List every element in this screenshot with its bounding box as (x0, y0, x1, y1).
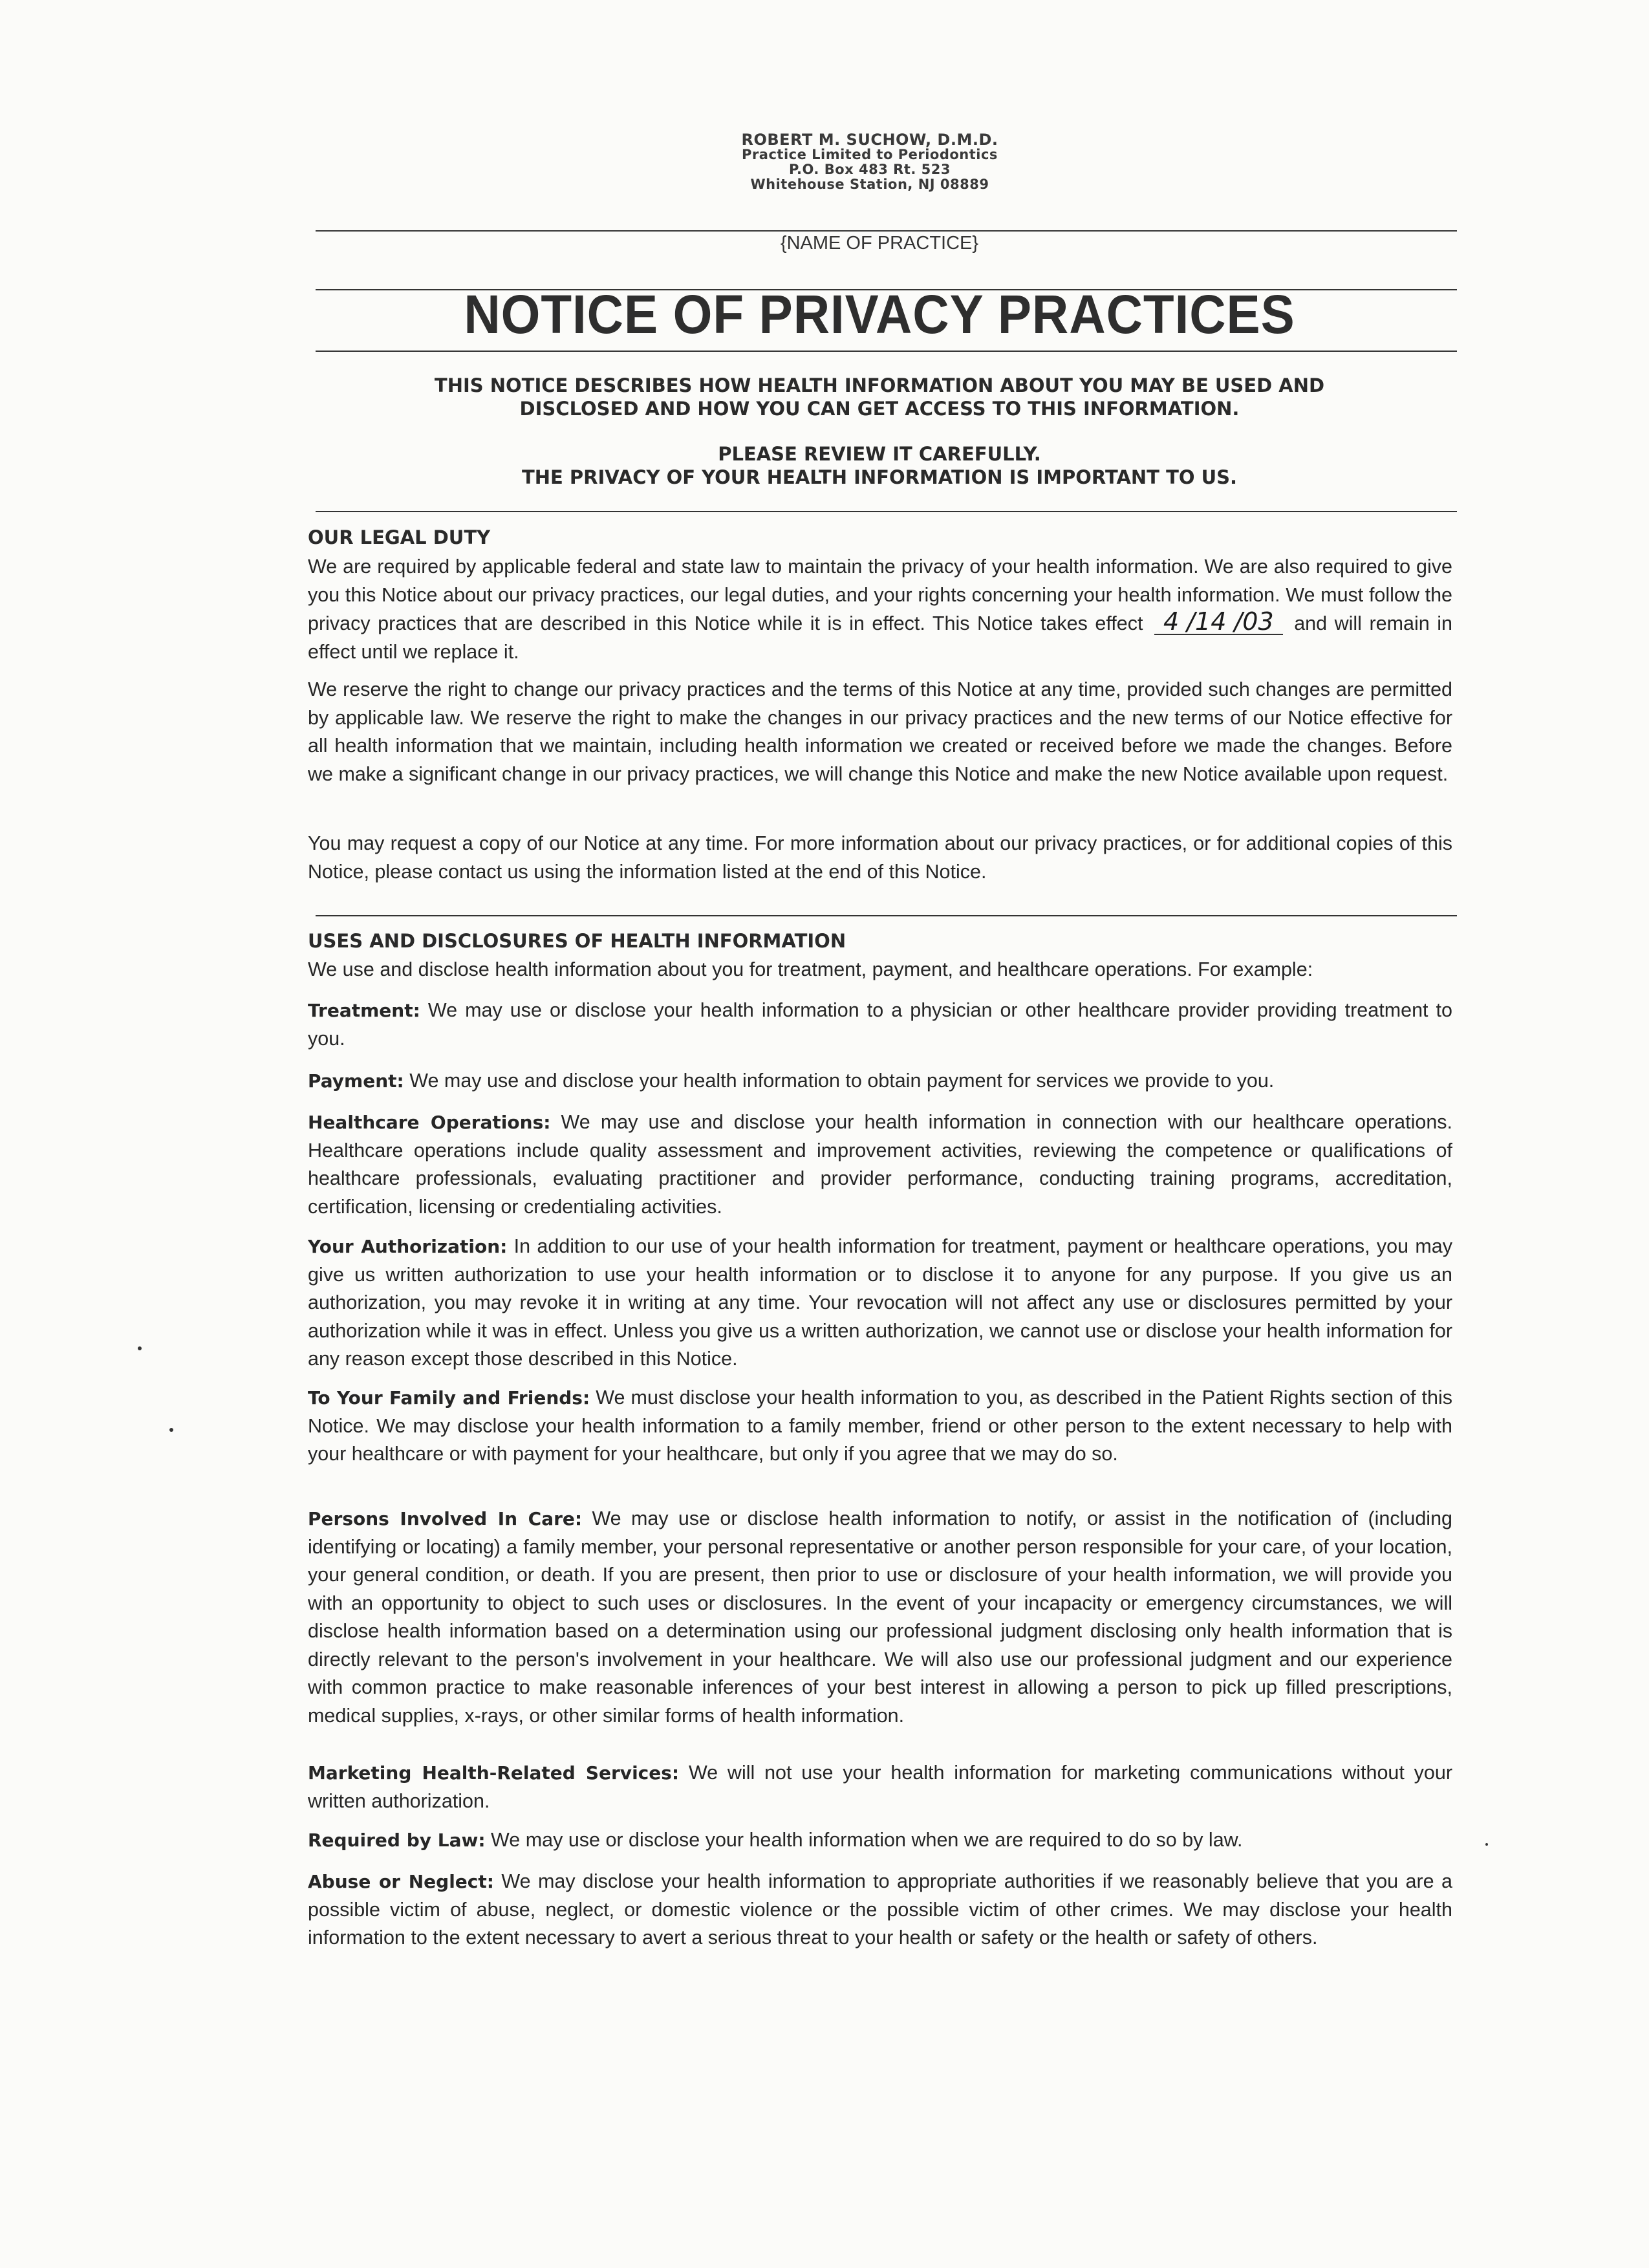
persons-involved-label: Persons Involved In Care: (308, 1508, 583, 1529)
effective-date: 4 /14 /03 (1154, 609, 1283, 635)
abuse-neglect-paragraph (308, 1868, 1452, 1952)
authorization-label: Your Authorization: (308, 1236, 508, 1257)
required-by-law-text: We may use or disclose your health information when we are required to do so by law. (491, 1829, 1243, 1851)
legal-duty-text: We are required by applicable federal and state law to maintain the privacy of your health information. We are also required to give you this Notice about our privacy practices, our legal duties, and your rights concerning your health information. We must follow the privacy practices that are described in this Notice while it is in effect. This Notice takes effect (308, 556, 1452, 634)
healthcare-operations-text: We may use and disclose your health information in connection with our healthcare operations. Healthcare operations include quality assessment and improvement activities, reviewing the competence or qualifications of healthcare professionals, evaluating practitioner and provider performance, conducting training programs, accreditation, certification, licensing or credentialing activities. (308, 1111, 1453, 1218)
review-carefully: PLEASE REVIEW IT CAREFULLY. (718, 443, 1041, 465)
uses-heading: USES AND DISCLOSURES OF HEALTH INFORMATION (308, 930, 846, 952)
letterhead-name: ROBERT M. SUCHOW, D.M.D. (741, 131, 998, 149)
legal-duty-text-end: and will remain in effect until we replace it. (308, 612, 1452, 663)
marketing-text: We will not use your health information for marketing communications without your written authorization. (308, 1762, 1453, 1812)
notice-subhead-line1: THIS NOTICE DESCRIBES HOW HEALTH INFORMATION ABOUT YOU MAY BE USED AND (434, 374, 1325, 396)
authorization-text: In addition to our use of your health information for treatment, payment or healthcare operations, you may give us written authorization to use your health information or to disclose it to anyone for any purpose. If you give us an authorization, you may revoke it in writing at any time. Your revocation will not affect any use or disclosures permitted by your authorization while it was in effect. Unless you give us a written authorization, we cannot use or disclose your health information for any reason except those described in this Notice. (308, 1235, 1452, 1370)
letterhead-po-box: P.O. Box 483 Rt. 523 (789, 162, 951, 177)
uses-intro: We use and disclose health information about you for treatment, payment, and healthcare operations. For example: (308, 958, 1313, 980)
family-friends-text: We must disclose your health information to you, as described in the Patient Rights section of this Notice. We may disclose your health information to a family member, friend or other person to the extent necessary to help with your healthcare or with payment for your healthcare, but only if you agree that we may do so. (308, 1387, 1452, 1465)
authorization-paragraph (308, 1233, 1452, 1374)
legal-duty-paragraph-1 (308, 553, 1452, 666)
legal-duty-paragraph-3: You may request a copy of our Notice at any time. For more information about our privacy practices, or for additional copies of this Notice, please contact us using the information listed at the end of this Notice. (308, 832, 1452, 883)
page-title: NOTICE OF PRIVACY PRACTICES (464, 284, 1295, 345)
payment-paragraph (308, 1067, 1452, 1096)
scan-speck (169, 1428, 173, 1432)
family-friends-label: To Your Family and Friends: (308, 1387, 590, 1409)
legal-duty-paragraph-2: We reserve the right to change our privacy practices and the terms of this Notice at any time, provided such changes are permitted by applicable law. We reserve the right to make the changes in our privacy practices and the new terms of our Notice effective for all health information that we maintain, including health information we created or received before we made the changes. Before we make a significant change in our privacy practices, we will change this Notice and make the new Notice available upon request. (308, 678, 1452, 785)
uses-rule (316, 915, 1457, 916)
top-rule (316, 230, 1457, 232)
letterhead-city: Whitehouse Station, NJ 08889 (750, 177, 989, 192)
abuse-neglect-label: Abuse or Neglect: (308, 1871, 494, 1892)
family-friends-paragraph (308, 1384, 1452, 1469)
notice-subhead-line2: DISCLOSED AND HOW YOU CAN GET ACCESS TO THIS INFORMATION. (519, 398, 1240, 420)
healthcare-operations-label: Healthcare Operations: (308, 1112, 551, 1133)
abuse-neglect-text: We may disclose your health information to appropriate authorities if we reasonably believe that you are a possible victim of abuse, neglect, or domestic violence or the possible victim of other crimes. We may disclose your health information to the extent necessary to avert a serious threat to your health or safety or the health or safety of others. (308, 1870, 1452, 1949)
letterhead-specialty: Practice Limited to Periodontics (742, 147, 998, 162)
payment-text: We may use and disclose your health information to obtain payment for services we provide to you. (409, 1070, 1275, 1092)
marketing-paragraph (308, 1759, 1452, 1815)
treatment-paragraph (308, 997, 1452, 1053)
persons-involved-text: We may use or disclose health information to notify, or assist in the notification of (including identifying or locating) a family member, your personal representative or another person responsible for your care, of your location, your general condition, or death. If you are present, then prior to use or disclosure of your health information, we will provide you with an opportunity to object to such uses or disclosures. In the event of your incapacity or emergency circumstances, we will disclose health information based on a determination using our professional judgment disclosing only health information that is directly relevant to the person's involvement in your healthcare. We will also use our professional judgment and our experience with common practice to make reasonable inferences of your best interest in allowing a person to pick up filled prescriptions, medical supplies, x-rays, or other similar forms of health information. (308, 1507, 1452, 1727)
title-bottom-rule (316, 351, 1457, 352)
payment-label: Payment: (308, 1070, 404, 1092)
treatment-text: We may use or disclose your health information to a physician or other healthcare provider providing treatment to you. (308, 999, 1452, 1050)
treatment-label: Treatment: (308, 1000, 420, 1021)
required-by-law-label: Required by Law: (308, 1830, 486, 1851)
legal-duty-heading: OUR LEGAL DUTY (308, 526, 491, 548)
scan-speck (138, 1346, 142, 1350)
marketing-label: Marketing Health-Related Services: (308, 1762, 680, 1784)
required-by-law-paragraph (308, 1826, 1452, 1855)
privacy-important: THE PRIVACY OF YOUR HEALTH INFORMATION IS IMPORTANT TO US. (521, 466, 1238, 488)
legal-duty-rule (316, 511, 1457, 512)
persons-involved-paragraph (308, 1505, 1452, 1730)
practice-name: {NAME OF PRACTICE} (780, 233, 979, 254)
letterhead-stamp (721, 133, 1018, 192)
healthcare-operations-paragraph (308, 1108, 1452, 1221)
scan-speck (1485, 1843, 1488, 1846)
